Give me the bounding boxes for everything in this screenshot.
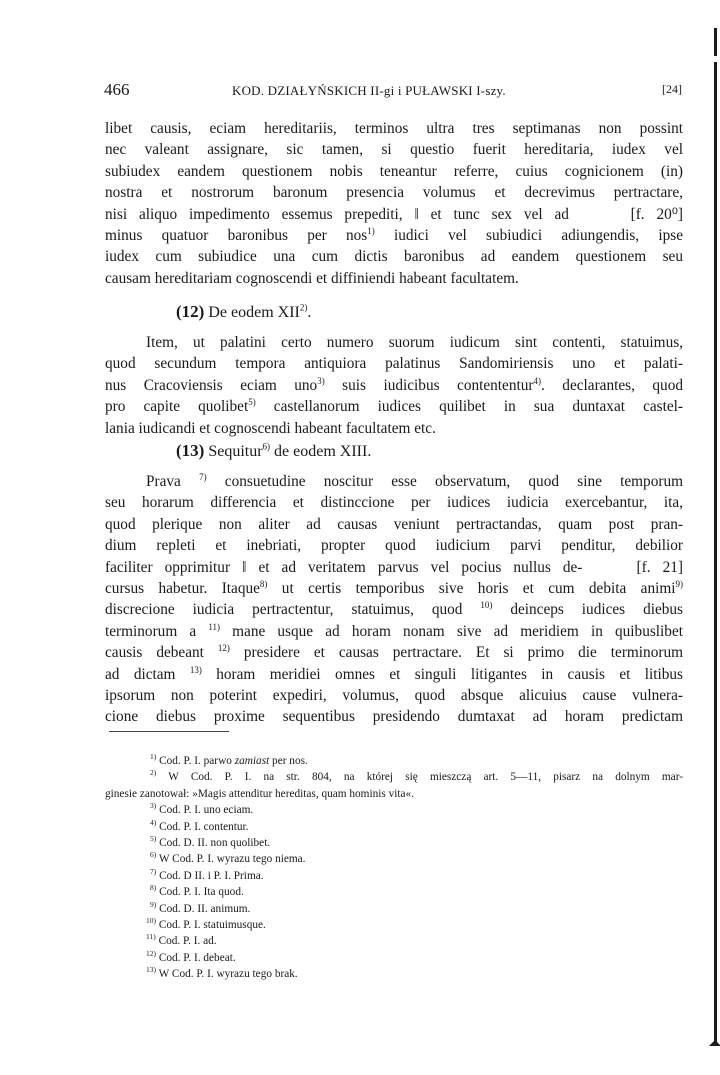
footnote-ref[interactable]: 7): [199, 471, 207, 482]
line-text: pro capite quolibet: [105, 398, 249, 416]
section-number: (12): [176, 302, 205, 321]
text-line: [105, 557, 683, 578]
section-title: Sequitur: [208, 443, 263, 460]
text-line: Item, ut palatini certo numero suorum iudicum sint contenti, statuimus,: [146, 334, 683, 351]
line-text: mane usque ad horam nonam sive ad meridiem in quibuslibet: [219, 622, 683, 640]
footnote-text: W Cod. P. I. wyrazu tego brak.: [158, 968, 298, 981]
text-line: quod plerique non aliter ad causas veniunt pertractandas, quam post pran-: [105, 515, 683, 533]
line-text: faciliter opprimitur ‖ et ad veritatem parvus vel pocius nullus de-: [105, 558, 583, 576]
footnote-ref[interactable]: 2): [299, 302, 308, 313]
text-line: libet causis, eciam hereditariis, terminos ultra tres septimanas non possint: [105, 120, 683, 137]
line-text: minus quatuor baronibus per nos: [105, 226, 368, 244]
text-line: seu horarum differencia et distinccione per iudices iudicia exercebantur, ita,: [105, 494, 683, 512]
section-title: De eodem XII: [208, 304, 300, 321]
footnote-ref[interactable]: 8): [259, 578, 268, 589]
page-number: 466: [104, 80, 130, 99]
punct: .: [307, 304, 312, 321]
footnote-12: [105, 950, 683, 966]
section-number: (13): [176, 441, 205, 460]
footnote-text: Cod. D. II. non quolibet.: [159, 837, 271, 850]
line-text: suis iudicibus contententur: [324, 376, 534, 394]
line-text: ad dictam: [105, 665, 176, 683]
footnote-7: [105, 868, 683, 884]
paragraph-2: [105, 332, 683, 439]
footnote-number: 7): [150, 867, 157, 877]
footnote-text: Cod. P. I. statuimusque.: [158, 919, 266, 932]
footnote-number: 10): [146, 916, 156, 926]
footnote-2: [105, 769, 683, 785]
footnote-10: [105, 917, 683, 933]
footnote-ref[interactable]: 10): [480, 600, 493, 611]
footnote-4: [105, 819, 683, 835]
text-line: [105, 578, 683, 599]
footnote-13: [105, 966, 683, 982]
line-text: causis debeant: [105, 644, 204, 662]
paragraph-3: [105, 471, 683, 728]
footnote-11: [105, 933, 683, 949]
footnote-text: Cod. D II. i P. I. Prima.: [159, 869, 264, 882]
text-line: lania iudicandi et cognoscendi habeant facultatem etc.: [105, 419, 436, 437]
footnote-ref[interactable]: 6): [262, 441, 271, 452]
paragraph-1: [105, 118, 683, 289]
footnote-number: 3): [150, 801, 157, 811]
section-ref: [24]: [662, 82, 682, 96]
text-line: ipsorum non poterint expediri, volumus, quod absque alicuius cause vulnera-: [105, 686, 683, 704]
scan-edge-line: [714, 62, 717, 1046]
running-title: KOD. DZIAŁYŃSKICH II-gi i PUŁAWSKI I-szy.: [232, 83, 506, 98]
line-text: cursus habetur. Itaque: [105, 579, 260, 597]
footnote-text: W Cod. P. I. wyrazu tego niema.: [158, 853, 306, 866]
footnote-ref[interactable]: 11): [208, 621, 220, 632]
footnote-number: 4): [150, 817, 157, 827]
footnotes: [105, 753, 683, 983]
footnote-2-continued: ginesie zanotował: »Magis attenditur hereditas, quam hominis vita«.: [105, 787, 415, 800]
line-text: horam meridiei omnes et singuli litigantes in causis et litibus: [201, 665, 683, 683]
line-text: discrecione iudicia pertractentur, statuimus, quod: [105, 601, 463, 619]
footnote-number: 9): [150, 899, 157, 909]
footnote-number: 5): [150, 834, 157, 844]
text-line: [105, 204, 683, 225]
footnote-number: 2): [150, 768, 157, 778]
text-line: quod secundum tempora antiquiora palatinus Sandomiriensis uno et palati-: [105, 355, 683, 373]
text-line: iudex cum subiudice una cum dictis baronibus ad eandem questionem seu: [105, 248, 683, 266]
footnote-ref[interactable]: 5): [248, 397, 256, 408]
line-text: nisi aliquo impedimento essemus prepediti, ‖ et tunc sex vel ad: [105, 205, 569, 223]
text-line: subiudex eandem questionem nobis teneantur referre, cuius cognicionem (in): [105, 162, 683, 180]
section-heading-13: [176, 441, 371, 461]
text-line: cione diebus proxime sequentibus presidendo dumtaxat ad horam predictam: [105, 708, 683, 726]
footnote-3: [105, 802, 683, 818]
footnote-number: 8): [150, 883, 157, 893]
section-title: de eodem XIII.: [270, 443, 372, 460]
footnote-text: Cod. P. I. parwo: [159, 755, 235, 767]
line-text: . declarantes, quod: [541, 376, 684, 394]
footnote-ref[interactable]: 4): [533, 375, 541, 386]
text-line: dium repleti et inebriati, propter quod iudicium parvi penditur, debilior: [105, 537, 683, 555]
footnote-1: [105, 753, 683, 769]
footnote-number: 12): [146, 949, 156, 959]
footnote-text: per nos.: [269, 755, 308, 767]
text-line: [105, 621, 683, 642]
text-line: [105, 599, 683, 620]
footnote-8: [105, 884, 683, 900]
footnote-ref[interactable]: 13): [189, 664, 202, 675]
line-text: iudici vel subiudici adiungendis, ipse: [393, 226, 683, 244]
text-line: [105, 642, 683, 663]
line-text: Prava: [146, 473, 181, 490]
footnote-number: 13): [146, 965, 156, 975]
line-text: terminorum a: [105, 622, 197, 640]
footnote-ref[interactable]: 9): [675, 578, 684, 589]
text-line: [105, 396, 683, 417]
folio-marker: [f. 21]: [636, 558, 683, 576]
footnote-5: [105, 835, 683, 851]
section-heading-12: [176, 302, 311, 322]
folio-marker: [f. 20⁰]: [630, 205, 683, 223]
footnote-number: 11): [146, 932, 156, 942]
footnote-6: [105, 851, 683, 867]
page-header: [104, 80, 686, 102]
footnote-divider: [109, 731, 229, 732]
text-line: [105, 225, 683, 246]
footnote-text: Cod. D. II. animum.: [159, 902, 251, 915]
text-line: causam hereditariam cognoscendi et diffiniendi habeant facultatem.: [105, 269, 519, 287]
text-line: nostra et nostrorum baronum presencia volumus et decrevimus pertractare,: [105, 184, 683, 202]
line-text: castellanorum iudices quilibet in sua duntaxat castel-: [255, 398, 683, 416]
line-text: ut certis temporibus sive horis et cum debita animi: [267, 579, 676, 597]
footnote-ref[interactable]: 3): [317, 375, 325, 386]
footnote-9: [105, 901, 683, 917]
footnote-number: 1): [150, 752, 157, 762]
line-text: nus Cracoviensis eciam uno: [105, 376, 318, 394]
footnote-number: 6): [150, 850, 157, 860]
footnote-italic: zamiast: [234, 755, 270, 767]
footnote-ref[interactable]: 12): [217, 643, 230, 654]
text-line: [105, 375, 683, 396]
footnote-text: Cod. P. I. ad.: [158, 935, 217, 948]
footnote-text: Cod. P. I. debeat.: [158, 951, 236, 964]
line-text: presidere et causas pertractare. Et si primo die terminorum: [229, 644, 683, 662]
line-text: deinceps iudices diebus: [492, 601, 684, 619]
text-line: nec valeant assignare, sic tamen, si questio fuerit hereditaria, iudex vel: [105, 141, 683, 159]
footnote-text: Cod. P. I. contentur.: [159, 820, 249, 833]
scan-edge-line: [714, 28, 717, 56]
footnote-ref[interactable]: 1): [367, 225, 375, 236]
footnote-text: Cod. P. I. Ita quod.: [159, 886, 244, 899]
text-line: [105, 664, 683, 685]
line-text: consuetudine noscitur esse observatum, quod sine temporum: [206, 473, 683, 490]
scan-edge-mark: [709, 1040, 720, 1046]
footnote-text: Cod. P. I. uno eciam.: [159, 804, 254, 817]
text-line: [105, 471, 683, 492]
footnote-text: W Cod. P. I. na str. 804, na której się mieszczą art. 5—11, pisarz na dolnym mar-: [168, 771, 683, 784]
